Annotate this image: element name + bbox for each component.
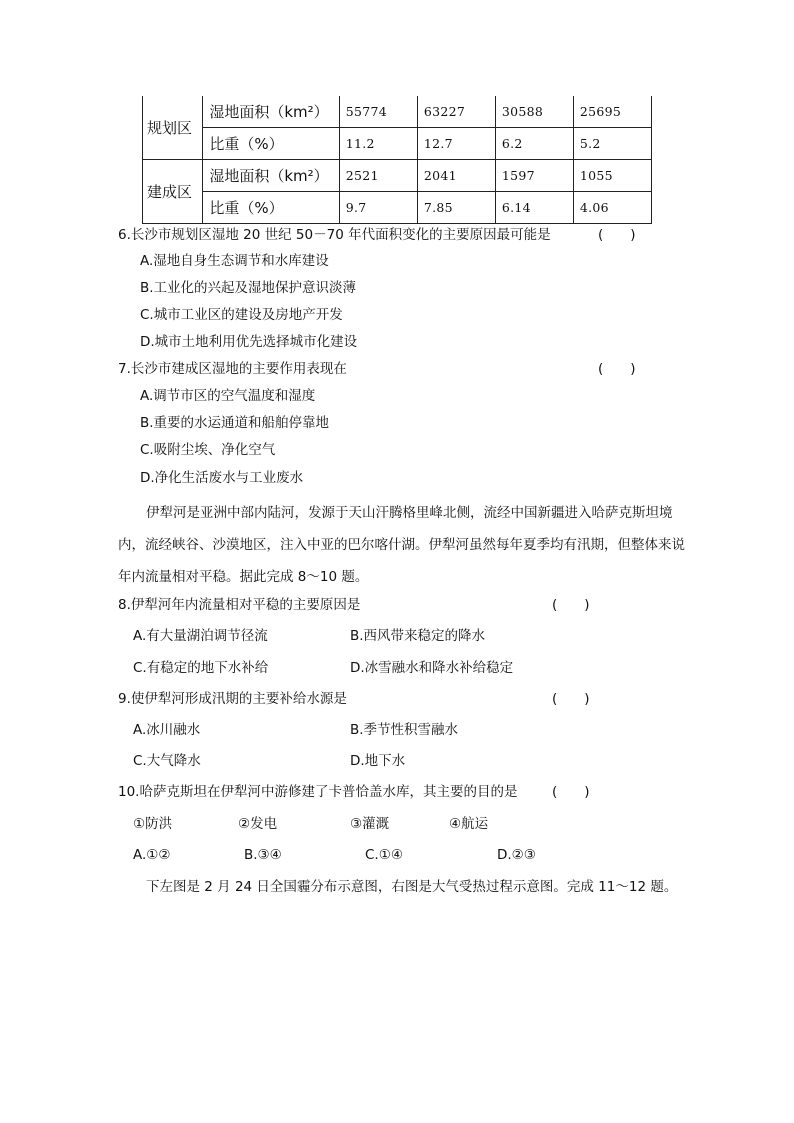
question-9-option-d: D.地下水 <box>350 753 406 769</box>
table-row <box>143 160 652 192</box>
question-9-stem: 9.使伊犁河形成汛期的主要补给水源是 <box>118 691 347 707</box>
question-10-option-d: D.②③ <box>497 847 536 863</box>
table-row <box>143 192 652 224</box>
question-10-option-c: C.①④ <box>365 847 403 863</box>
question-8-option-c: C.有稳定的地下水补给 <box>133 660 269 676</box>
question-9-option-b: B.季节性积雪融水 <box>350 722 459 738</box>
metric-cell: 比重（%） <box>203 192 339 224</box>
value-cell: 6.2 <box>495 128 573 160</box>
question-8-stem: 8.伊犁河年内流量相对平稳的主要原因是 <box>118 597 361 613</box>
value-cell: 12.7 <box>417 128 495 160</box>
question-10-item-2: ②发电 <box>238 816 278 832</box>
metric-cell: 湿地面积（km²） <box>203 160 339 192</box>
answer-blank: ( ) <box>552 691 590 707</box>
passage-haze-figures: 下左图是 2 月 24 日全国霾分布示意图，右图是大气受热过程示意图。完成 11～12 题。 <box>146 879 678 895</box>
answer-blank: ( ) <box>598 227 636 243</box>
region-cell: 建成区 <box>143 160 203 224</box>
question-10-item-1: ①防洪 <box>133 816 173 832</box>
value-cell: 1055 <box>573 160 651 192</box>
question-7-option-b: B.重要的水运通道和船舶停靠地 <box>140 415 330 431</box>
value-cell: 55774 <box>339 96 417 128</box>
question-10-stem: 10.哈萨克斯坦在伊犁河中游修建了卡普恰盖水库，其主要的目的是 <box>118 784 518 800</box>
question-7-stem: 7.长沙市建成区湿地的主要作用表现在 <box>118 361 347 377</box>
value-cell: 7.85 <box>417 192 495 224</box>
answer-blank: ( ) <box>598 361 636 377</box>
question-6-option-d: D.城市土地利用优先选择城市化建设 <box>140 334 358 350</box>
question-8-option-a: A.有大量湖泊调节径流 <box>133 628 268 644</box>
question-10-option-b: B.③④ <box>244 847 282 863</box>
question-8-option-b: B.西风带来稳定的降水 <box>350 628 486 644</box>
passage-yili-river: 伊犁河是亚洲中部内陆河，发源于天山汗腾格里峰北侧，流经中国新疆进入哈萨克斯坦境内，流经峡谷、沙漠地区，注入中亚的巴尔喀什湖。伊犁河虽然每年夏季均有汛期，但整体来说年内流量相对平稳。据此完成 8～10 题。 <box>118 505 685 585</box>
value-cell: 5.2 <box>573 128 651 160</box>
question-6-option-b: B.工业化的兴起及湿地保护意识淡薄 <box>140 280 357 296</box>
table-row <box>143 96 652 128</box>
question-7-option-c: C.吸附尘埃、净化空气 <box>140 442 276 458</box>
question-10-option-a: A.①② <box>133 847 171 863</box>
value-cell: 1597 <box>495 160 573 192</box>
region-cell: 规划区 <box>143 96 203 160</box>
value-cell: 11.2 <box>339 128 417 160</box>
question-9-option-a: A.冰川融水 <box>133 722 201 738</box>
metric-cell: 比重（%） <box>203 128 339 160</box>
value-cell: 6.14 <box>495 192 573 224</box>
question-6-stem: 6.长沙市规划区湿地 20 世纪 50－70 年代面积变化的主要原因最可能是 <box>118 227 551 243</box>
value-cell: 2041 <box>417 160 495 192</box>
question-7-option-d: D.净化生活废水与工业废水 <box>140 470 304 486</box>
question-6-option-c: C.城市工业区的建设及房地产开发 <box>140 307 343 323</box>
question-10-item-3: ③灌溉 <box>350 816 390 832</box>
value-cell: 4.06 <box>573 192 651 224</box>
value-cell: 9.7 <box>339 192 417 224</box>
metric-cell: 湿地面积（km²） <box>203 96 339 128</box>
value-cell: 63227 <box>417 96 495 128</box>
value-cell: 2521 <box>339 160 417 192</box>
answer-blank: ( ) <box>552 784 590 800</box>
value-cell: 25695 <box>573 96 651 128</box>
wetland-table <box>142 96 652 224</box>
question-9-option-c: C.大气降水 <box>133 753 201 769</box>
question-7-option-a: A.调节市区的空气温度和湿度 <box>140 388 316 404</box>
question-10-item-4: ④航运 <box>449 816 489 832</box>
answer-blank: ( ) <box>552 597 590 613</box>
table-row <box>143 128 652 160</box>
question-8-option-d: D.冰雪融水和降水补给稳定 <box>350 660 514 676</box>
question-6-option-a: A.湿地自身生态调节和水库建设 <box>140 253 329 269</box>
value-cell: 30588 <box>495 96 573 128</box>
